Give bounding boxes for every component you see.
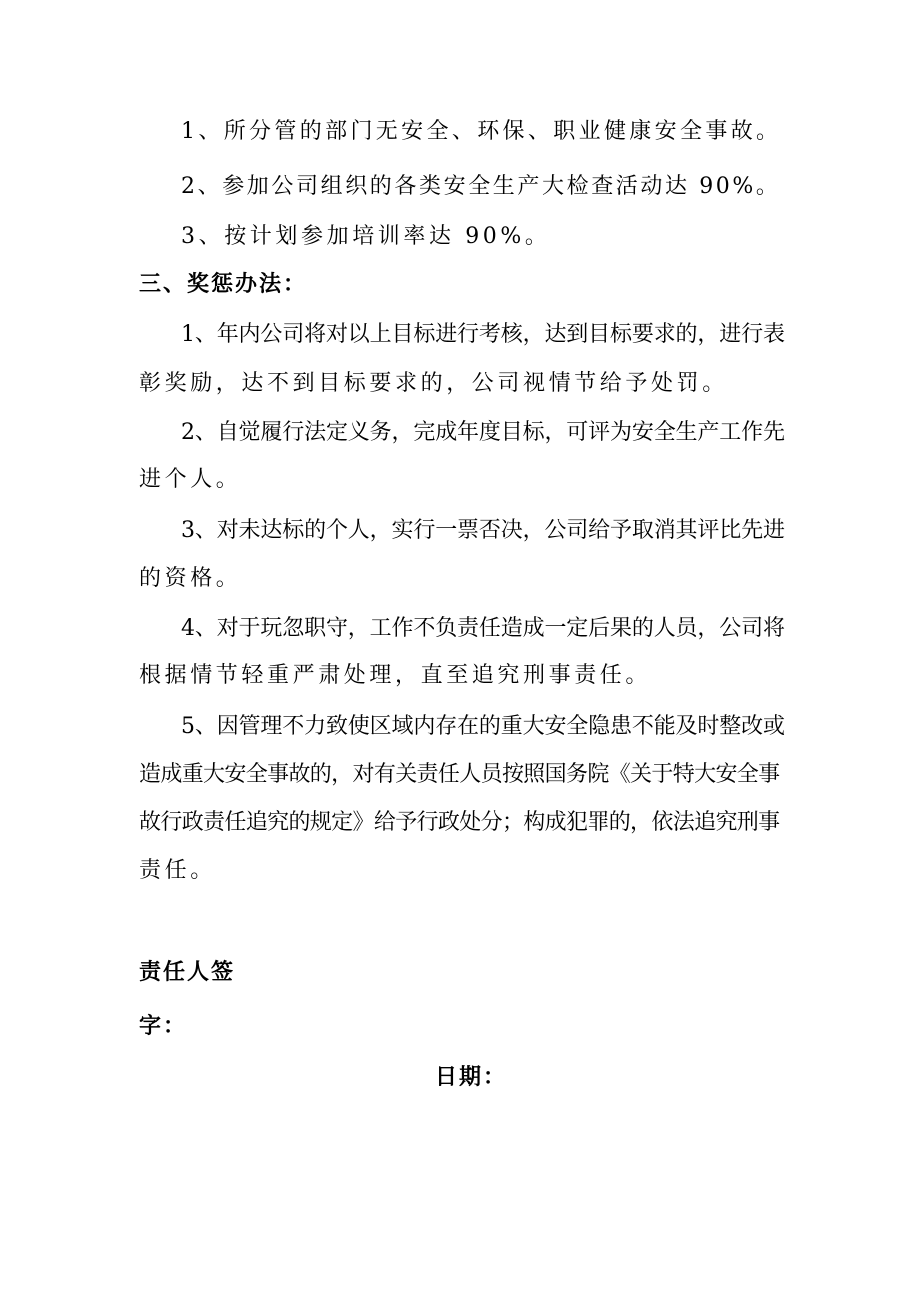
rule-3-line-1: 3、对未达标的个人，实行一票否决，公司给予取消其评比先进: [181, 518, 785, 543]
rule-3-line-2: 的资格。: [139, 566, 242, 591]
signature-label-line-1: 责任人签: [139, 960, 236, 985]
section-heading: 三、奖惩办法：: [139, 272, 308, 297]
rule-5-line-3: 故行政责任追究的规定》给予行政处分；构成犯罪的，依法追究刑事: [139, 810, 780, 835]
signature-label-line-2: 字：: [139, 1014, 188, 1039]
rule-5-line-4: 责任。: [139, 858, 216, 883]
rule-1-line-2: 彰奖励，达不到目标要求的，公司视情节给予处罚。: [139, 371, 728, 396]
rule-2-line-1: 2、自觉履行法定义务，完成年度目标，可评为安全生产工作先: [181, 420, 785, 445]
rule-1-line-1: 1、年内公司将对以上目标进行考核，达到目标要求的，进行表: [181, 322, 785, 347]
date-label: 日期：: [435, 1065, 508, 1090]
rule-5-line-1: 5、因管理不力致使区域内存在的重大安全隐患不能及时整改或: [181, 714, 785, 739]
target-item-3: 3、按计划参加培训率达 90%。: [181, 224, 551, 249]
rule-4-line-1: 4、对于玩忽职守，工作不负责任造成一定后果的人员，公司将: [181, 616, 785, 641]
target-item-1: 1、所分管的部门无安全、环保、职业健康安全事故。: [181, 119, 782, 144]
rule-2-line-2: 进个人。: [139, 467, 242, 492]
rule-4-line-2: 根据情节轻重严肃处理，直至追究刑事责任。: [139, 663, 652, 688]
target-item-2: 2、参加公司组织的各类安全生产大检查活动达 90%。: [181, 174, 781, 199]
rule-5-line-2: 造成重大安全事故的，对有关责任人员按照国务院《关于特大安全事: [139, 762, 780, 787]
